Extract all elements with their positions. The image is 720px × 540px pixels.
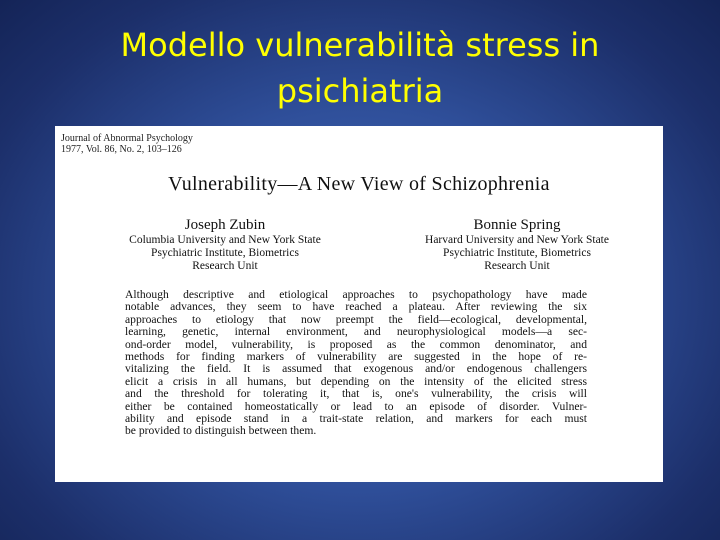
abstract-line: be provided to distinguish between them.	[125, 424, 317, 438]
abstract-line: ability and episode stand in a trait-state relation, and markers for each must	[125, 412, 587, 426]
journal-citation	[61, 133, 193, 155]
journal-name: Journal of Abnormal Psychology	[61, 133, 193, 144]
author-affiliation-line: Research Unit	[484, 260, 550, 272]
slide-title-line-2: psichiatria	[276, 72, 444, 110]
author-name: Bonnie Spring	[473, 217, 561, 233]
author-spring	[367, 216, 667, 273]
abstract-line: notable advances, they seem to have reached a plateau. After reviewing the six	[125, 300, 587, 314]
abstract-line: learning, genetic, internal environment, and neurophysiological models—a sec-	[125, 325, 587, 339]
author-zubin	[75, 216, 375, 273]
abstract-line: and the threshold for tolerating it, that is, one's vulnerability, the crisis will	[125, 387, 587, 401]
abstract-line: methods for finding markers of vulnerability are suggested in the hope of re-	[125, 350, 587, 364]
journal-volume: 1977, Vol. 86, No. 2, 103–126	[61, 144, 182, 155]
author-name: Joseph Zubin	[184, 217, 266, 233]
abstract-line: approaches to etiology that now preempt the field—ecological, developmental,	[125, 312, 587, 326]
author-affiliation-line: Columbia University and New York State	[129, 234, 321, 246]
author-affiliation-line: Research Unit	[192, 260, 258, 272]
abstract-line: vitalizing the field. It is assumed that exogenous and/or endogenous challengers	[125, 362, 587, 376]
paper-excerpt-image	[55, 126, 663, 482]
abstract	[125, 289, 587, 438]
author-affiliation-line: Psychiatric Institute, Biometrics	[151, 247, 299, 259]
paper-title: Vulnerability—A New View of Schizophrenia	[168, 173, 550, 195]
slide-title-line-1: Modello vulnerabilità stress in	[120, 26, 600, 64]
abstract-line: ond-order model, vulnerability, is proposed as the common denominator, and	[125, 337, 587, 351]
author-affiliation-line: Harvard University and New York State	[425, 234, 609, 246]
abstract-line: elicit a crisis in all humans, but depending on the intensity of the elicited stress	[125, 374, 587, 388]
abstract-line: either be contained homeostatically or lead to an episode of disorder. Vulner-	[125, 399, 587, 413]
author-affiliation-line: Psychiatric Institute, Biometrics	[443, 247, 591, 259]
abstract-line: Although descriptive and etiological approaches to psychopathology have made	[125, 288, 587, 301]
slide-title	[60, 22, 660, 114]
